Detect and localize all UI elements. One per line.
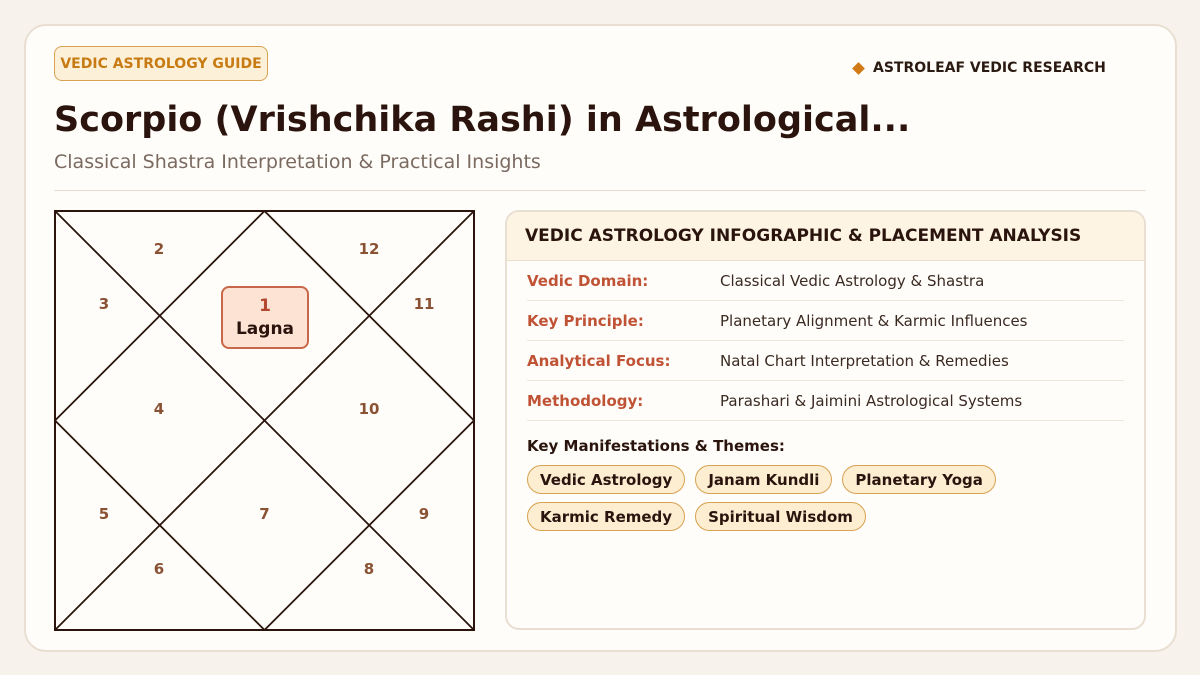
kundli-chart: [54, 210, 475, 631]
house-10: 10: [358, 400, 380, 418]
category-badge: VEDIC ASTROLOGY GUIDE: [54, 46, 268, 81]
theme-tag[interactable]: Janam Kundli: [695, 465, 832, 494]
lagna-label: Lagna: [235, 318, 295, 339]
house-8: 8: [363, 560, 375, 578]
detail-value: Classical Vedic Astrology & Shastra: [720, 271, 985, 290]
lagna-number: 1: [259, 295, 271, 316]
house-4: 4: [153, 400, 165, 418]
brand-name: ASTROLEAF VEDIC RESEARCH: [873, 60, 1106, 76]
detail-key: Vedic Domain:: [527, 271, 649, 290]
detail-value: Natal Chart Interpretation & Remedies: [720, 351, 1009, 370]
house-5: 5: [98, 505, 110, 523]
house-7: 7: [259, 505, 270, 523]
house-12: 12: [358, 240, 380, 258]
themes-heading: Key Manifestations & Themes:: [527, 437, 785, 455]
details-list: [507, 261, 1144, 421]
detail-row: [527, 381, 1124, 421]
theme-tags: [507, 455, 1127, 531]
house-2: 2: [153, 240, 165, 258]
theme-tag[interactable]: Vedic Astrology: [527, 465, 685, 494]
detail-row: [527, 301, 1124, 341]
house-6: 6: [153, 560, 165, 578]
detail-row: [527, 261, 1124, 301]
page-title: Scorpio (Vrishchika Rashi) in Astrological...: [54, 100, 911, 140]
page-subtitle: Classical Shastra Interpretation & Practical Insights: [54, 151, 541, 173]
analysis-panel: [505, 210, 1146, 630]
detail-key: Methodology:: [527, 391, 644, 410]
house-9: 9: [418, 505, 430, 523]
diamond-icon: [852, 62, 865, 75]
house-3: 3: [98, 295, 110, 313]
house-11: 11: [413, 295, 435, 313]
detail-value: Parashari & Jaimini Astrological Systems: [720, 391, 1023, 410]
detail-key: Analytical Focus:: [527, 351, 671, 370]
detail-row: [527, 341, 1124, 381]
detail-key: Key Principle:: [527, 311, 644, 330]
header-divider: [54, 190, 1146, 191]
lagna-house: [221, 286, 309, 349]
theme-tag[interactable]: Planetary Yoga: [842, 465, 995, 494]
theme-tag[interactable]: Karmic Remedy: [527, 502, 685, 531]
panel-title: VEDIC ASTROLOGY INFOGRAPHIC & PLACEMENT ANALYSIS: [507, 212, 1144, 261]
brand-label: [854, 58, 1106, 78]
theme-tag[interactable]: Spiritual Wisdom: [695, 502, 866, 531]
detail-value: Planetary Alignment & Karmic Influences: [720, 311, 1028, 330]
